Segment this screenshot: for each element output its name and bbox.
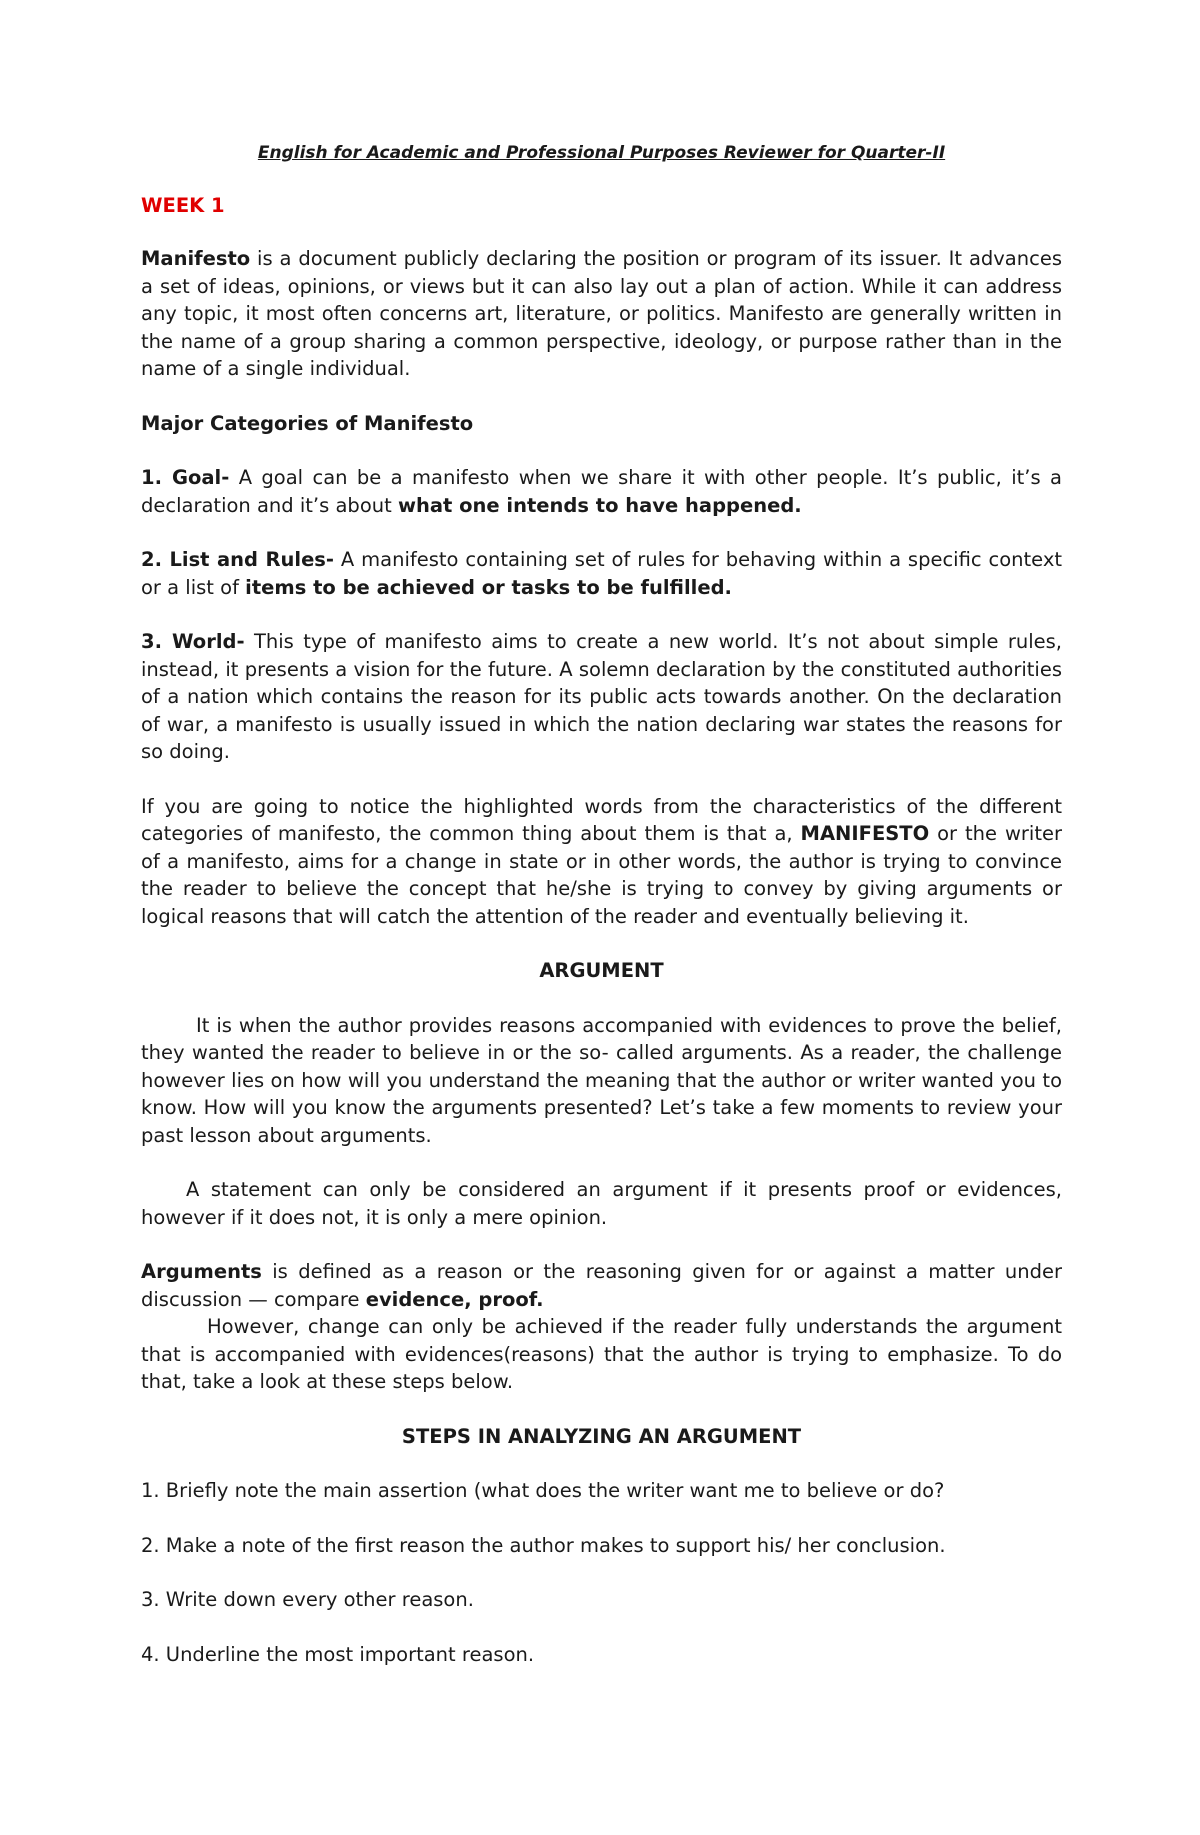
argument-heading: ARGUMENT bbox=[539, 959, 664, 982]
category-world bbox=[141, 628, 1062, 766]
step-item: 3. Write down every other reason. bbox=[141, 1588, 474, 1611]
category-text: A manifesto containing set of rules for behaving within a specific context or a list of bbox=[141, 548, 1062, 599]
manifesto-emphasis: MANIFESTO bbox=[800, 822, 930, 845]
category-emphasis: what one intends to have happened. bbox=[397, 493, 802, 517]
manifesto-definition-text: is a document publicly declaring the position or program of its issuer. It advances a set of ideas, opinions, or views but it can also lay out a plan of action. While it can address any topic, it most often concerns art, literature, or politics. Manifesto are generally written in the name of a group sharing a common perspective, ideology, or purpose rather than in the name of a single individual. bbox=[141, 247, 1062, 380]
step-item: 4. Underline the most important reason. bbox=[141, 1642, 535, 1666]
category-emphasis: items to be achieved or tasks to be fulfilled. bbox=[245, 575, 732, 599]
category-list-rules bbox=[141, 546, 1062, 601]
arguments-term: Arguments bbox=[141, 1260, 262, 1283]
steps-heading: STEPS IN ANALYZING AN ARGUMENT bbox=[401, 1424, 802, 1448]
step-item: 1. Briefly note the main assertion (what does the writer want me to believe or do? bbox=[141, 1479, 945, 1502]
however-paragraph: However, change can only be achieved if the reader fully understands the argument that is accompanied with evidences(reasons) that the author is trying to emphasize. To do that, take a look at these steps below. bbox=[141, 1315, 1062, 1393]
arguments-definition bbox=[141, 1258, 1062, 1313]
category-label: 3. World- bbox=[141, 630, 245, 653]
category-text: A goal can be a manifesto when we share it with other people. It’s public, it’s a declaration and it’s about bbox=[141, 466, 1062, 517]
categories-heading: Major Categories of Manifesto bbox=[141, 411, 474, 435]
arguments-definition-text: is defined as a reason or the reasoning given for or against a matter under discussion — compare bbox=[141, 1260, 1062, 1311]
highlight-paragraph bbox=[141, 793, 1062, 931]
manifesto-definition bbox=[141, 245, 1062, 383]
argument-paragraph-2: A statement can only be considered an argument if it presents proof or evidences, however if it does not, it is only a mere opinion. bbox=[141, 1178, 1062, 1229]
step-item: 2. Make a note of the first reason the author makes to support his/ her conclusion. bbox=[141, 1533, 946, 1557]
argument-paragraph-1: It is when the author provides reasons accompanied with evidences to prove the belief, they wanted the reader to believe in or the so- called arguments. As a reader, the challenge however lies on how will you understand the meaning that the author or writer wanted you to know. How will you know the arguments presented? Let’s take a few moments to review your past lesson about arguments. bbox=[141, 1013, 1062, 1147]
manifesto-term: Manifesto bbox=[141, 247, 251, 270]
week-label: WEEK 1 bbox=[141, 193, 225, 217]
highlight-text-before: If you are going to notice the highlighted words from the characteristics of the different categories of manifesto, the common thing about them is that a, bbox=[141, 794, 1062, 845]
document-title: English for Academic and Professional Purposes Reviewer for Quarter-II bbox=[257, 143, 946, 163]
evidence-proof-emphasis: evidence, proof. bbox=[365, 1287, 544, 1311]
category-label: 2. List and Rules- bbox=[141, 548, 334, 571]
category-goal bbox=[141, 464, 1062, 519]
category-text: This type of manifesto aims to create a new world. It’s not about simple rules, instead, it presents a vision for the future. A solemn declaration by the constituted authorities of a nation which contains the reason for its public acts towards another. On the declaration of war, a manifesto is usually issued in which the nation declaring war states the reasons for so doing. bbox=[141, 630, 1063, 763]
highlight-text-after: or the writer of a manifesto, aims for a change in state or in other words, the author is trying to convince the reader to believe the concept that he/she is trying to convey by giving arguments or logical reasons that will catch the attention of the reader and eventually believing it. bbox=[141, 822, 1062, 928]
category-label: 1. Goal- bbox=[141, 466, 230, 489]
